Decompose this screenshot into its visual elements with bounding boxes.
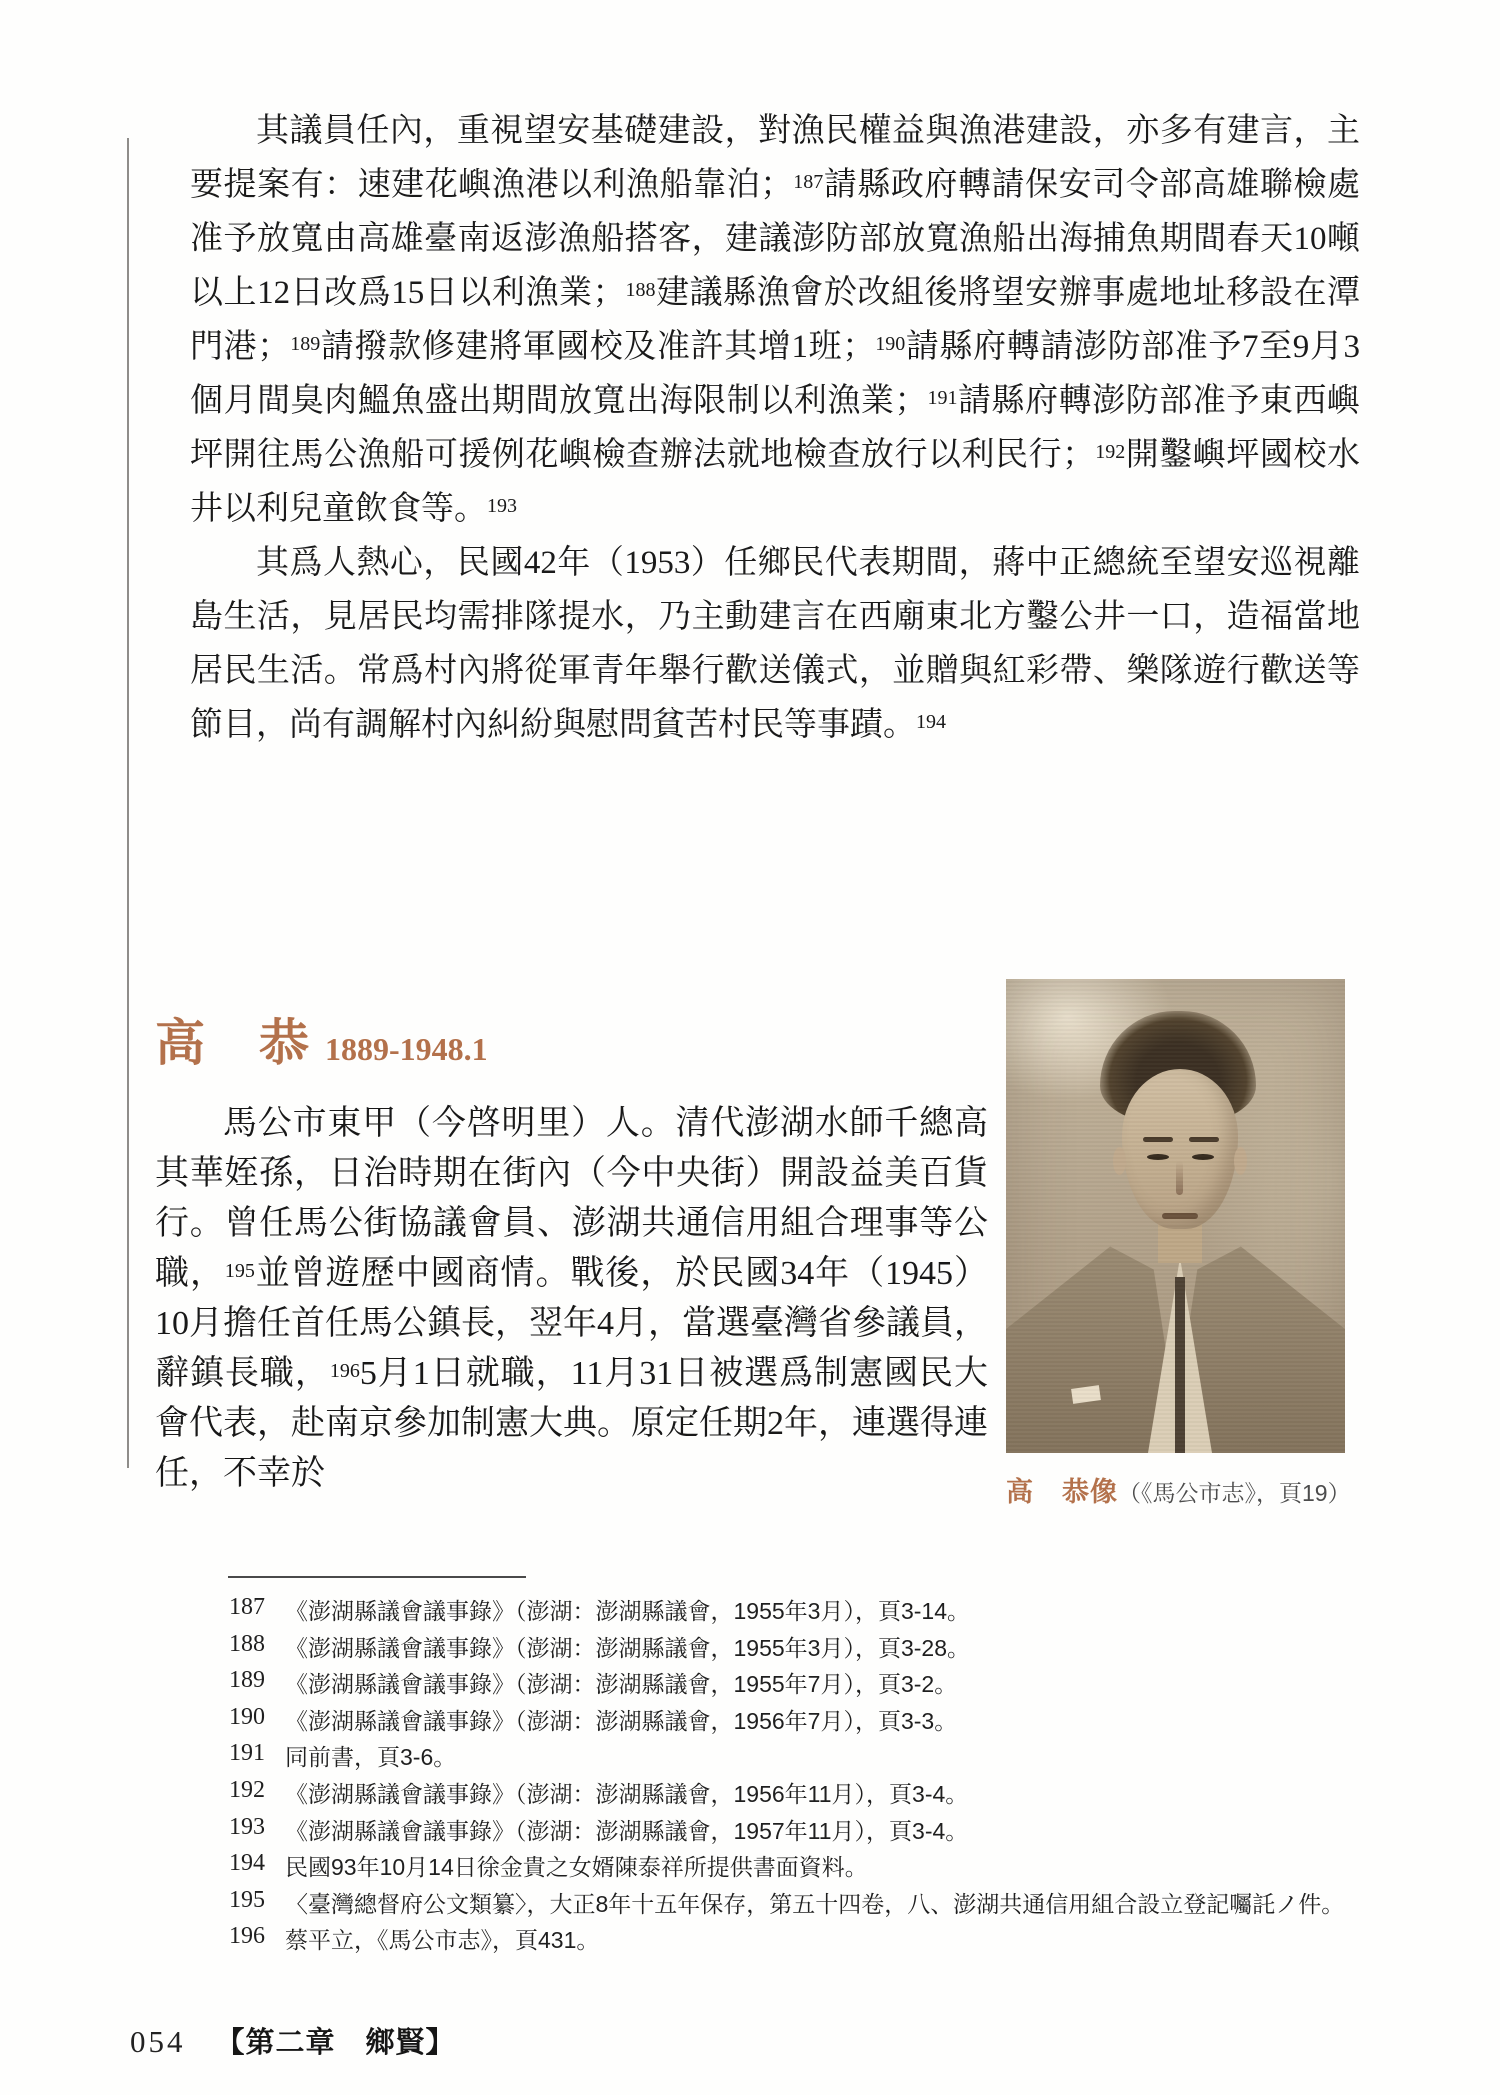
profile-section: [155, 1003, 988, 1499]
footnote-item: [229, 1630, 1374, 1667]
footnote-item: [229, 1922, 1374, 1959]
footnote-item: [229, 1703, 1374, 1740]
article-paragraph-2: 其爲人熱心，民國42年（1953）任鄉民代表期間，蔣中正總統至望安巡視離島生活，見居民均需排隊提水，乃主動建言在西廟東北方鑿公井一口，造福當地居民生活。常爲村內將從軍青年舉行歡送儀式，並贈與紅彩帶、樂隊遊行歡送等節目，尚有調解村內糾紛與慰問貧苦村民等事蹟。$^{194}$: [190, 545, 1360, 743]
footnote-item: [229, 1739, 1374, 1776]
page-footer: [130, 2020, 456, 2061]
footnote-item: [229, 1776, 1374, 1813]
footnote-ref: 196: [329, 1360, 360, 1382]
photo-caption-name: 高 恭像: [1006, 1477, 1118, 1507]
footnote-ref: 195: [224, 1260, 255, 1282]
footnote-ref: 194: [916, 711, 946, 733]
footnote-ref: 187: [793, 171, 824, 193]
footnote-text: 民國93年10月14日徐金貴之女婿陳泰祥所提供書面資料。: [285, 1854, 868, 1881]
footnote-number: 192: [229, 1776, 265, 1803]
footnote-item: [229, 1666, 1374, 1703]
footnote-number: 190: [229, 1703, 265, 1730]
person-dates: 1889-1948.1: [325, 1031, 488, 1067]
footnote-number: 193: [229, 1813, 265, 1840]
footnote-number: 187: [229, 1594, 265, 1620]
photo-grain-overlay: [1006, 979, 1345, 1453]
bio-paragraph: 馬公市東甲（今啓明里）人。清代澎湖水師千總高其華姪孫，日治時期在街內（今中央街）開設益美百貨行。曾任馬公街協議會員、澎湖共通信用組合理事等公職，$^{195}$並曾遊歷中國商情。戰後，於民國34年（1945）10月擔任首任馬公鎮長，翌年4月，當選臺灣省參議員，辭鎮長職，$^{196}$5月1日就職，11月31日被選爲制憲國民大會代表，赴南京參加制憲大典。原定任期2年，連選得連任，不幸於: [155, 1105, 989, 1492]
chapter-title: 【第二章 鄉賢】: [215, 2027, 456, 2059]
footnote-text: 同前書，頁3-6。: [285, 1744, 457, 1771]
footnote-text: 《澎湖縣議會議事錄》（澎湖：澎湖縣議會，1957年11月），頁3-4。: [285, 1817, 969, 1844]
footnote-ref: 189: [290, 333, 321, 355]
left-margin-rule: [127, 138, 129, 1468]
footnote-number: 196: [229, 1923, 265, 1950]
footnote-item: [229, 1593, 1374, 1630]
article-body: [190, 104, 1360, 752]
footnote-ref: 190: [875, 333, 906, 355]
photo-caption-source: （《馬公市志》，頁19）: [1118, 1480, 1351, 1506]
footnote-item: [229, 1886, 1374, 1923]
footnote-text: 《澎湖縣議會議事錄》（澎湖：澎湖縣議會，1955年3月），頁3-28。: [285, 1634, 970, 1661]
footnote-text: 《澎湖縣議會議事錄》（澎湖：澎湖縣議會，1956年7月），頁3-3。: [285, 1707, 958, 1734]
footnote-text: 《澎湖縣議會議事錄》（澎湖：澎湖縣議會，1956年11月），頁3-4。: [285, 1780, 969, 1807]
section-heading: [155, 1003, 988, 1075]
footnote-item: [229, 1813, 1374, 1850]
person-name: 高 恭: [155, 1015, 311, 1071]
article-paragraph-1: 其議員任內，重視望安基礎建設，對漁民權益與漁港建設，亦多有建言，主要提案有：速建花嶼漁港以利漁船靠泊；$^{187}$請縣政府轉請保安司令部高雄聯檢處准予放寬由高雄臺南返澎漁船搭客，建議澎防部放寬漁船出海捕魚期間春天10噸以上12日改爲15日以利漁業；$^{188}$建議縣漁會於改組後將望安辦事處地址移設在潭門港；$^{189}$請撥款修建將軍國校及准許其增1班；$^{190}$請縣府轉請澎防部准予7至9月3個月間臭肉鰮魚盛出期間放寬出海限制以利漁業；$^{191}$請縣府轉澎防部准予東西嶼坪開往馬公漁船可援例花嶼檢查辦法就地檢查放行以利民行；$^{192}$開鑿嶼坪國校水井以利兒童飲食等。$^{193}$: [190, 113, 1361, 527]
portrait-figure: [1006, 979, 1351, 1509]
photo-caption: [1006, 1470, 1351, 1509]
footnote-separator: [228, 1576, 526, 1578]
footnote-text: 《澎湖縣議會議事錄》（澎湖：澎湖縣議會，1955年3月），頁3-14。: [285, 1598, 970, 1624]
footnote-text: 〈臺灣總督府公文類纂〉，大正8年十五年保存，第五十四卷，八、澎湖共通信用組合設立登記囑託ノ件。: [285, 1890, 1345, 1917]
footnote-ref: 188: [625, 279, 656, 301]
portrait-photo: [1006, 979, 1345, 1453]
footnote-ref: 191: [927, 387, 958, 409]
footnote-list: [229, 1593, 1374, 1959]
footnote-number: 191: [229, 1740, 265, 1767]
footnote-number: 194: [229, 1850, 265, 1877]
footnote-ref: 192: [1095, 441, 1126, 463]
footnote-text: 《澎湖縣議會議事錄》（澎湖：澎湖縣議會，1955年7月），頁3-2。: [285, 1671, 958, 1698]
footnote-item: [229, 1849, 1374, 1886]
page-number: 054: [130, 2024, 186, 2059]
footnote-number: 195: [229, 1886, 265, 1913]
footnote-ref: 193: [487, 495, 517, 517]
footnote-text: 蔡平立，《馬公市志》，頁431。: [285, 1927, 600, 1954]
footnote-number: 188: [229, 1630, 265, 1657]
footnote-number: 189: [229, 1667, 265, 1694]
